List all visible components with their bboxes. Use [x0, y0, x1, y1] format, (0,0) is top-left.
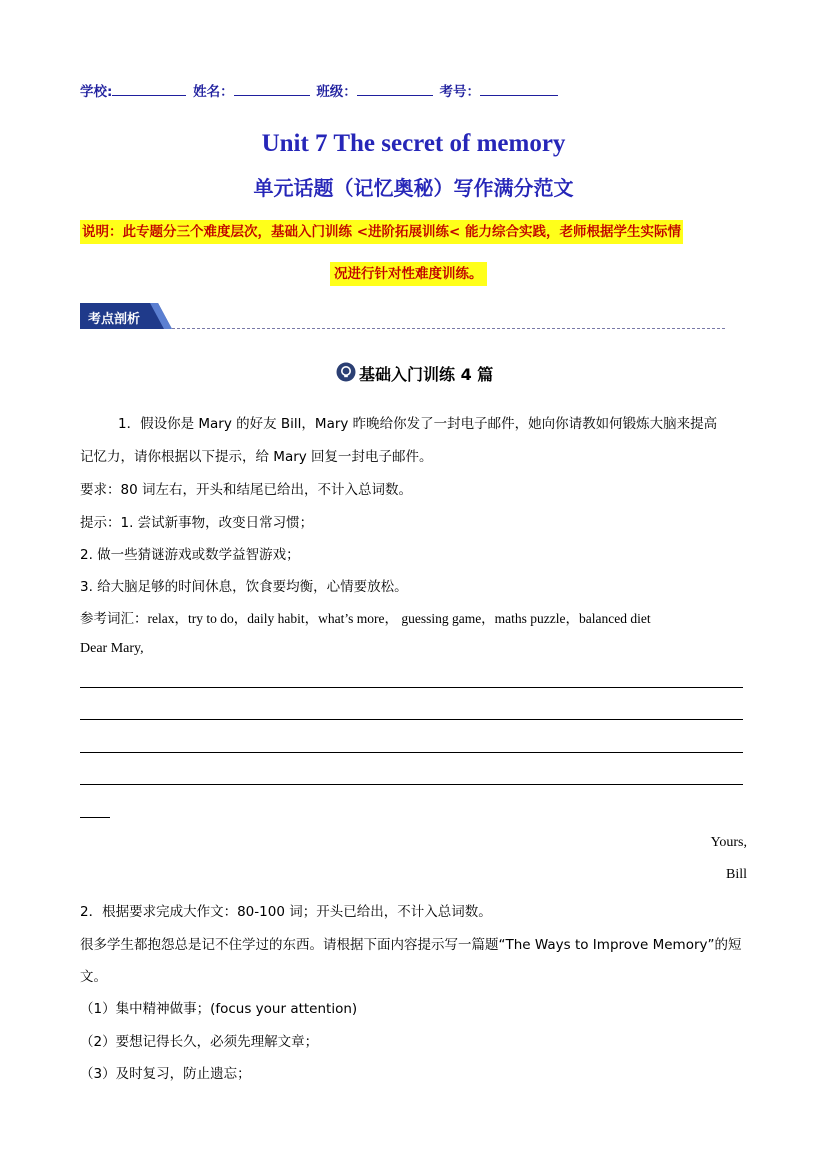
student-info-line [80, 80, 558, 100]
note-line-2: 况进行针对性难度训练。 [330, 262, 487, 286]
q2-point-2: （2）要想记得长久，必须先理解文章； [80, 1034, 319, 1050]
page-title: Unit 7 The secret of memory [261, 130, 566, 157]
q1-closing: Yours, [710, 835, 747, 850]
q1-hint-2: 2. 做一些猜谜游戏或数学益智游戏； [80, 547, 300, 563]
q2-point-3: （3）及时复习，防止遗忘； [80, 1066, 251, 1082]
note-line-1: 说明：此专题分三个难度层次，基础入门训练 <进阶拓展训练< 能力综合实践，老师根据学生实际情 [80, 220, 683, 244]
section-divider [172, 328, 725, 329]
writing-line-1[interactable] [80, 687, 743, 688]
school-blank[interactable] [112, 83, 186, 96]
page-subtitle: 单元话题（记忆奥秘）写作满分范文 [253, 176, 574, 200]
q1-line-2: 记忆力，请你根据以下提示，给 Mary 回复一封电子邮件。 [80, 449, 433, 465]
q1-line-1: 1．假设你是 Mary 的好友 Bill，Mary 昨晚给你发了一封电子邮件，她向你请教如何锻炼大脑来提高 [118, 416, 718, 432]
name-label: 姓名： [193, 84, 234, 100]
section-heading: 基础入门训练 4 篇 [359, 365, 494, 384]
school-label: 学校: [80, 84, 113, 100]
q2-point-1: （1）集中精神做事；(focus your attention) [80, 1001, 358, 1017]
q1-signature: Bill [725, 867, 747, 882]
exam-number-label: 考号： [439, 84, 481, 100]
name-blank[interactable] [234, 83, 310, 96]
q1-requirement: 要求：80 词左右，开头和结尾已给出，不计入总词数。 [80, 482, 412, 498]
writing-line-4[interactable] [80, 784, 743, 785]
class-blank[interactable] [357, 83, 433, 96]
writing-line-2[interactable] [80, 719, 743, 720]
writing-line-3[interactable] [80, 752, 743, 753]
exam-number-blank[interactable] [480, 83, 558, 96]
class-label: 班级： [316, 84, 357, 100]
q1-hint-3: 3. 给大脑足够的时间休息，饮食要均衡，心情要放松。 [80, 579, 408, 595]
q1-vocabulary: 参考词汇：relax，try to do，daily habit，what’s more， guessing game，maths puzzle，balanced diet [80, 611, 651, 626]
q2-line-2: 很多学生都抱怨总是记不住学过的东西。请根据下面内容提示写一篇题“The Ways to Improve Memory”的短 [80, 937, 742, 953]
q1-hint-1: 提示：1. 尝试新事物，改变日常习惯； [80, 515, 314, 531]
q1-greeting: Dear Mary, [80, 641, 144, 656]
section-tag-label: 考点剖析 [88, 312, 141, 327]
writing-line-5[interactable] [80, 817, 110, 818]
lightbulb-badge-icon [336, 362, 356, 382]
q2-line-3: 文。 [80, 969, 107, 985]
q2-line-1: 2．根据要求完成大作文：80-100 词；开头已给出，不计入总词数。 [80, 904, 492, 920]
